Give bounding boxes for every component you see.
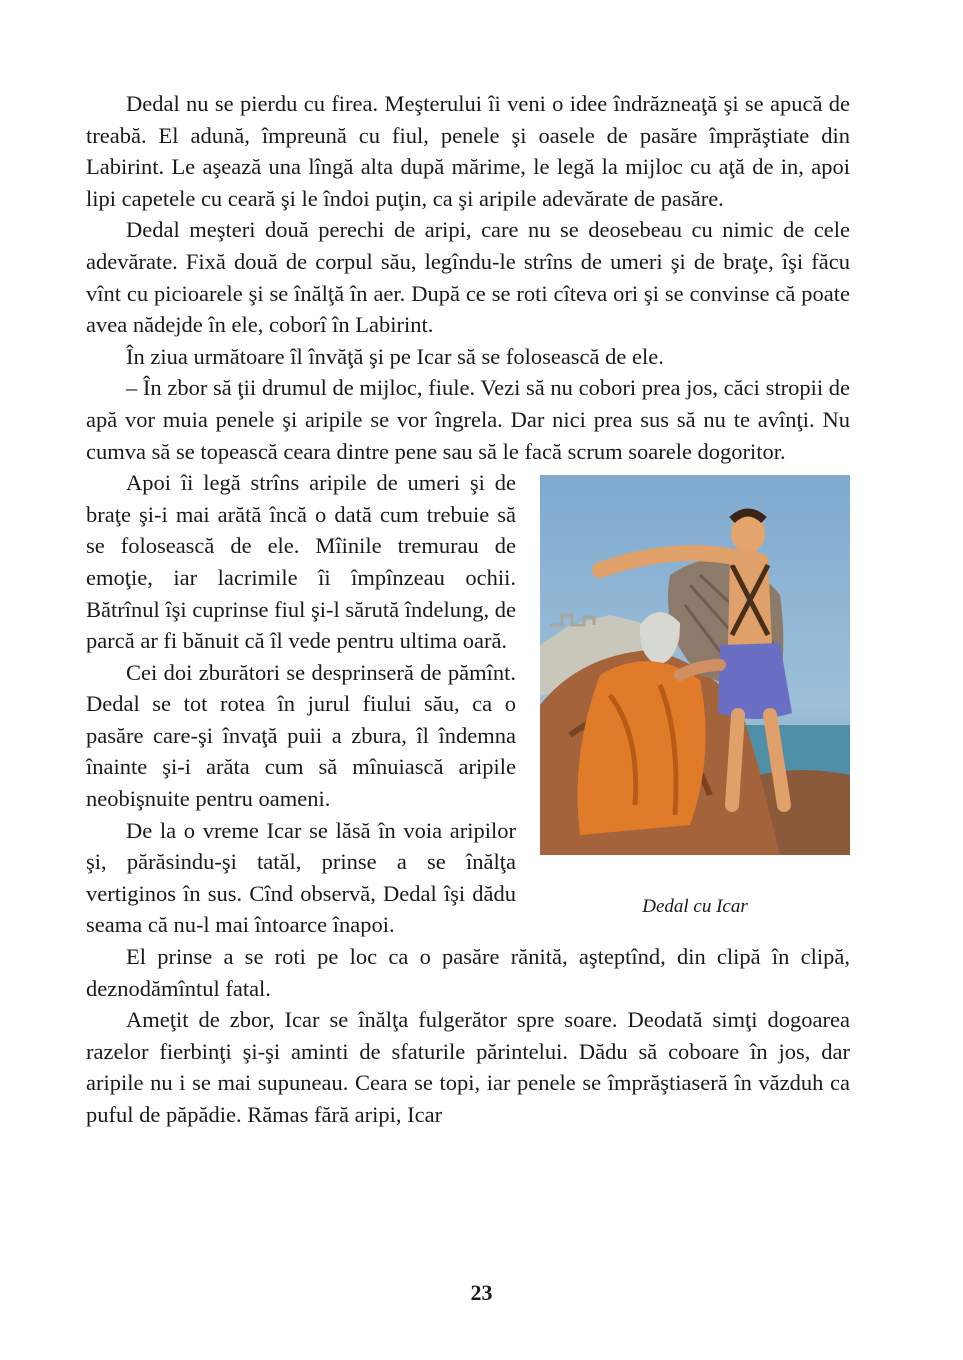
paragraph-7: De la o vreme Icar se lăsă în voia aripilor şi, părăsindu-şi tatăl, prinse a se înălţa vertiginos în sus. Cînd observă, Dedal îşi dădu seama că nu-l mai întoarce înapoi.: [86, 817, 516, 938]
daedalus-icarus-illustration: [540, 475, 850, 855]
paragraph-9: Ameţit de zbor, Icar se înălţa fulgerător spre soare. Deodată simţi dogoarea razelor fierbinţi şi-şi aminti de sfaturile părintelui. Dădu să coboare în jos, dar aripile nu i se mai supuneau. Ceara se topi, iar penele se împrăştiaseră în văzduh ca puful de păpădie. Rămas fără aripi, Icar: [86, 1007, 850, 1127]
paragraph-5: Apoi îi legă strîns aripile de umeri şi de braţe şi-i mai arătă încă o dată cum trebuie să se folosească de ele. Mîinile tremurau de emoţie, iar lacrimile îi împînzeau ochii. Bătrînul îşi cuprinse fiul şi-l sărută îndelung, de parcă ar fi bănuit că îl vede pentru ultima oară.: [86, 470, 516, 654]
paragraph-1: Dedal nu se pierdu cu firea. Meşterului îi veni o idee îndrăzneaţă şi se apucă de treabă. El adună, împreună cu fiul, penele şi oasele de pasăre împrăştiate din Labirint. Le aşează una lîngă alta după mărime, le legă la mijloc cu aţă de in, apoi lipi capetele cu ceară şi le îndoi puţin, ca şi aripile adevărate de pasăre.: [86, 91, 850, 211]
paragraph-2: Dedal meşteri două perechi de aripi, care nu se deosebeau cu nimic de cele adevărate. Fixă două de corpul său, legîndu-le strîns de umeri şi de braţe, îşi făcu vînt cu picioarele şi se înălţă în aer. După ce se roti cîteva ori şi se convinse că poate avea nădejde în ele, coborî în Labirint.: [86, 217, 850, 338]
paragraph-3: În ziua următoare îl învăţă şi pe Icar să se folosească de ele.: [126, 343, 664, 369]
paragraph-8: El prinse a se roti pe loc ca o pasăre rănită, aşteptînd, din clipă în clipă, deznodămîntul fatal.: [86, 944, 850, 1001]
figure-caption: Dedal cu Icar: [642, 896, 748, 918]
illustration-figure: [540, 475, 850, 919]
paragraph-4: – În zbor să ţii drumul de mijloc, fiule. Vezi să nu cobori prea jos, căci stropii de apă vor muia penele şi aripile se vor îngrela. Dar nici prea sus să nu te avînţi. Nu cumva să se topească ceara dintre pene sau să le facă scrum soarele dogoritor.: [86, 375, 850, 464]
page-number: 23: [470, 1280, 493, 1305]
paragraph-6: Cei doi zburători se desprinseră de pămînt. Dedal se tot rotea în jurul fiului său, ca o pasăre care-şi învaţă puii a zbura, îl îndemna înainte şi-i arăta cum să mînuiască aripile neobişnuite pentru oameni.: [86, 659, 516, 812]
page-body: [86, 88, 850, 1131]
